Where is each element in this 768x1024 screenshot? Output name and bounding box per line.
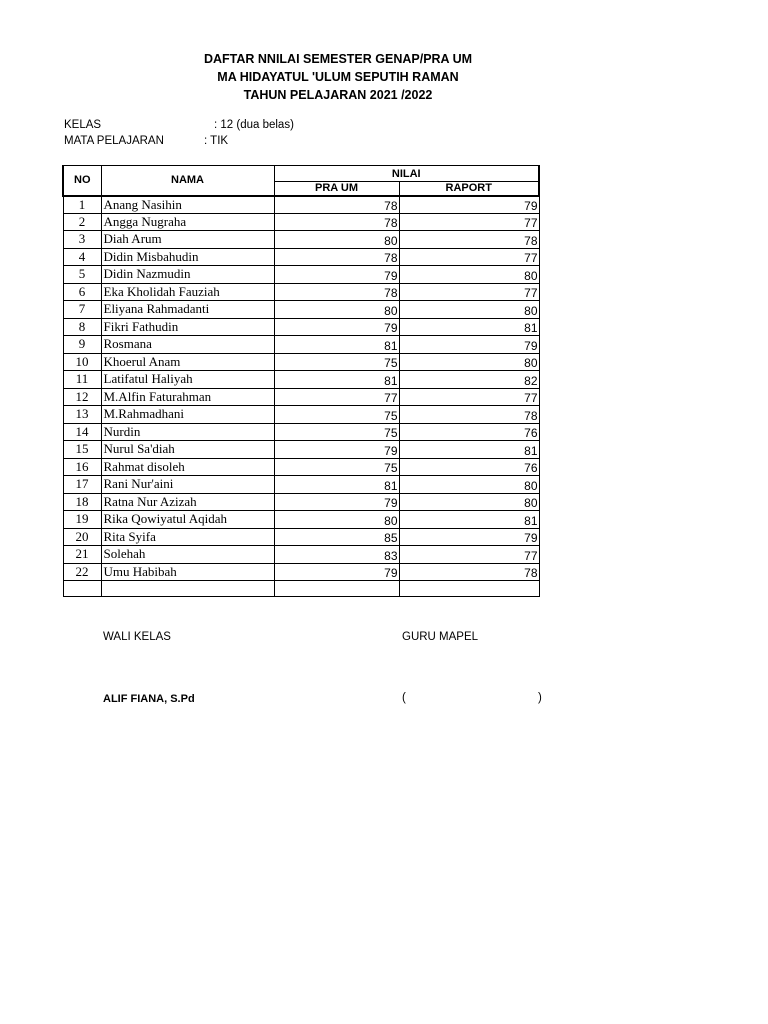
table-row <box>63 353 539 371</box>
document-title-line-1: DAFTAR NNILAI SEMESTER GENAP/PRA UM <box>203 52 473 66</box>
empty-table-row <box>63 581 539 597</box>
table-row <box>63 493 539 511</box>
raport-score: 82 <box>399 371 539 389</box>
pra-um-score: 81 <box>274 476 399 494</box>
table-row <box>63 371 539 389</box>
table-row <box>63 476 539 494</box>
table-row <box>63 528 539 546</box>
raport-score: 77 <box>399 388 539 406</box>
pra-um-score: 75 <box>274 353 399 371</box>
kelas-value: : 12 (dua belas) <box>214 119 294 131</box>
pra-um-score: 78 <box>274 196 399 214</box>
pra-um-score: 78 <box>274 248 399 266</box>
table-row <box>63 406 539 424</box>
student-name: Anang Nasihin <box>101 196 274 214</box>
table-row <box>63 231 539 249</box>
pra-um-score: 80 <box>274 511 399 529</box>
table-row <box>63 248 539 266</box>
student-name: Rahmat disoleh <box>101 458 274 476</box>
row-number: 12 <box>63 388 101 406</box>
empty-cell <box>63 581 101 597</box>
raport-score: 79 <box>399 196 539 214</box>
row-number: 13 <box>63 406 101 424</box>
student-name: Rita Syifa <box>101 528 274 546</box>
raport-score: 79 <box>399 528 539 546</box>
row-number: 16 <box>63 458 101 476</box>
row-number: 8 <box>63 318 101 336</box>
mata-pelajaran-label: MATA PELAJARAN <box>64 135 164 147</box>
student-name: Eliyana Rahmadanti <box>101 301 274 319</box>
pra-um-score: 81 <box>274 371 399 389</box>
table-row <box>63 511 539 529</box>
raport-score: 78 <box>399 406 539 424</box>
table-row <box>63 336 539 354</box>
raport-score: 80 <box>399 493 539 511</box>
row-number: 4 <box>63 248 101 266</box>
table-row <box>63 213 539 231</box>
student-name: Latifatul Haliyah <box>101 371 274 389</box>
student-name: M.Rahmadhani <box>101 406 274 424</box>
row-number: 1 <box>63 196 101 214</box>
pra-um-score: 85 <box>274 528 399 546</box>
student-name: Angga Nugraha <box>101 213 274 231</box>
wali-kelas-label: WALI KELAS <box>103 631 171 643</box>
table-row <box>63 546 539 564</box>
row-number: 22 <box>63 563 101 581</box>
pra-um-score: 79 <box>274 266 399 284</box>
table-row <box>63 283 539 301</box>
row-number: 6 <box>63 283 101 301</box>
pra-um-score: 79 <box>274 318 399 336</box>
raport-score: 80 <box>399 476 539 494</box>
student-name: Rosmana <box>101 336 274 354</box>
empty-cell <box>274 581 399 597</box>
student-name: Ratna Nur Azizah <box>101 493 274 511</box>
table-row <box>63 196 539 214</box>
student-name: Didin Nazmudin <box>101 266 274 284</box>
table-row <box>63 441 539 459</box>
raport-score: 76 <box>399 458 539 476</box>
table-row <box>63 458 539 476</box>
student-name: Solehah <box>101 546 274 564</box>
table-row <box>63 318 539 336</box>
student-name: Rika Qowiyatul Aqidah <box>101 511 274 529</box>
table-row <box>63 301 539 319</box>
pra-um-score: 80 <box>274 301 399 319</box>
row-number: 3 <box>63 231 101 249</box>
document-title-line-2: MA HIDAYATUL 'ULUM SEPUTIH RAMAN <box>217 70 459 84</box>
pra-um-score: 79 <box>274 563 399 581</box>
pra-um-score: 81 <box>274 336 399 354</box>
pra-um-score: 79 <box>274 441 399 459</box>
row-number: 2 <box>63 213 101 231</box>
pra-um-score: 80 <box>274 231 399 249</box>
mata-pelajaran-value: : TIK <box>204 135 229 147</box>
column-header-nilai: NILAI <box>274 166 539 182</box>
table-row <box>63 266 539 284</box>
raport-score: 77 <box>399 213 539 231</box>
pra-um-score: 83 <box>274 546 399 564</box>
column-header-pra-um: PRA UM <box>274 182 399 196</box>
student-name: Eka Kholidah Fauziah <box>101 283 274 301</box>
pra-um-score: 75 <box>274 406 399 424</box>
pra-um-score: 78 <box>274 213 399 231</box>
raport-score: 80 <box>399 301 539 319</box>
raport-score: 78 <box>399 231 539 249</box>
raport-score: 78 <box>399 563 539 581</box>
row-number: 15 <box>63 441 101 459</box>
pra-um-score: 77 <box>274 388 399 406</box>
wali-kelas-name: ALIF FIANA, S.Pd <box>103 693 195 705</box>
raport-score: 77 <box>399 283 539 301</box>
document-title-line-3: TAHUN PELAJARAN 2021 /2022 <box>243 88 433 102</box>
raport-score: 81 <box>399 511 539 529</box>
student-name: Nurul Sa'diah <box>101 441 274 459</box>
pra-um-score: 79 <box>274 493 399 511</box>
student-name: Fikri Fathudin <box>101 318 274 336</box>
student-name: Nurdin <box>101 423 274 441</box>
raport-score: 81 <box>399 441 539 459</box>
row-number: 17 <box>63 476 101 494</box>
column-header-raport: RAPORT <box>399 182 539 196</box>
raport-score: 80 <box>399 353 539 371</box>
kelas-label: KELAS <box>64 119 102 131</box>
column-header-nama: NAMA <box>101 166 274 196</box>
student-name: M.Alfin Faturahman <box>101 388 274 406</box>
pra-um-score: 78 <box>274 283 399 301</box>
empty-cell <box>101 581 274 597</box>
row-number: 5 <box>63 266 101 284</box>
raport-score: 79 <box>399 336 539 354</box>
student-name: Rani Nur'aini <box>101 476 274 494</box>
student-name: Didin Misbahudin <box>101 248 274 266</box>
raport-score: 76 <box>399 423 539 441</box>
raport-score: 77 <box>399 546 539 564</box>
guru-name-open-paren: ( <box>402 692 406 704</box>
row-number: 20 <box>63 528 101 546</box>
row-number: 18 <box>63 493 101 511</box>
student-name: Umu Habibah <box>101 563 274 581</box>
student-name: Khoerul Anam <box>101 353 274 371</box>
row-number: 7 <box>63 301 101 319</box>
student-name: Diah Arum <box>101 231 274 249</box>
grades-table <box>62 165 540 597</box>
table-row <box>63 423 539 441</box>
row-number: 9 <box>63 336 101 354</box>
guru-name-close-paren: ) <box>538 692 542 704</box>
empty-cell <box>399 581 539 597</box>
row-number: 21 <box>63 546 101 564</box>
row-number: 19 <box>63 511 101 529</box>
row-number: 14 <box>63 423 101 441</box>
raport-score: 80 <box>399 266 539 284</box>
pra-um-score: 75 <box>274 458 399 476</box>
table-row <box>63 388 539 406</box>
pra-um-score: 75 <box>274 423 399 441</box>
raport-score: 81 <box>399 318 539 336</box>
raport-score: 77 <box>399 248 539 266</box>
column-header-no: NO <box>63 166 101 196</box>
grades-table-body <box>63 196 539 597</box>
row-number: 11 <box>63 371 101 389</box>
row-number: 10 <box>63 353 101 371</box>
guru-mapel-label: GURU MAPEL <box>402 631 479 643</box>
table-row <box>63 563 539 581</box>
